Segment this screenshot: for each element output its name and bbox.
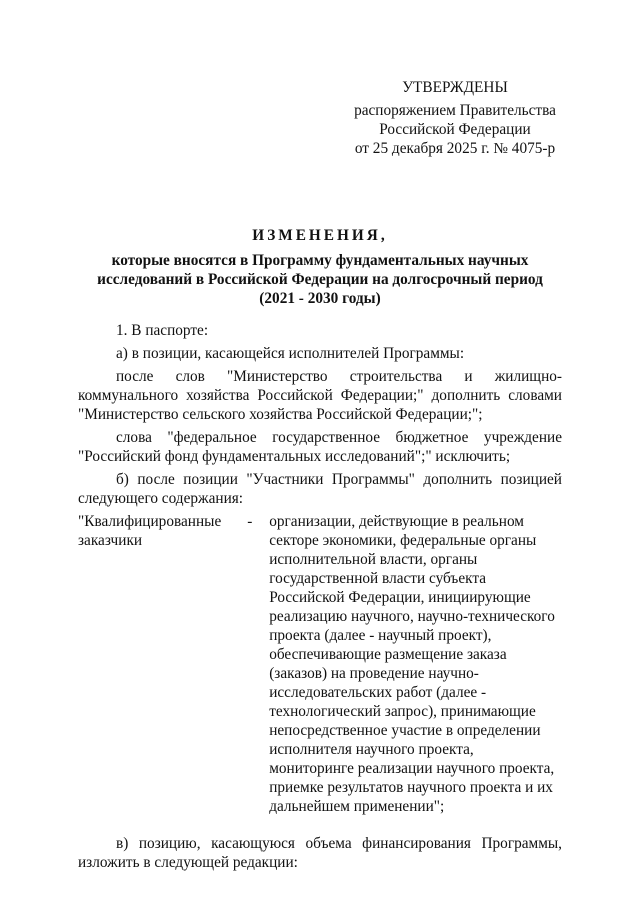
document-subtitle-line-3: (2021 - 2030 годы) <box>259 290 381 307</box>
document-heading <box>78 226 562 308</box>
item-c: в) позицию, касающуюся объема финансирования Программы, изложить в следующей редакции: <box>78 835 562 871</box>
document-title: ИЗМЕНЕНИЯ, <box>252 227 388 244</box>
approval-line-1: распоряжением Правительства <box>354 102 556 119</box>
document-body <box>78 321 562 872</box>
position-description: организации, действующие в реальном секторе экономики, федеральные органы исполнительной власти, органы государственной власти субъекта Российской Федерации, инициирующие реализацию научного, научно-технического проекта (далее - научный проект), обеспечивающие размещение заказа (заказов) на проведение научно-исследовательских работ (далее - технологический запрос), принимающие непосредственное участие в определении исполнителя научного проекта, мониторинге реализации научного проекта, приемке результатов научного проекта и их дальнейшем применении"; <box>269 513 555 815</box>
item-b: б) после позиции "Участники Программы" дополнить позицией следующего содержания: <box>78 471 562 507</box>
paragraph-ministry: после слов "Министерство строительства и жилищно-коммунального хозяйства Российской Федерации;" дополнить словами "Министерство сельского хозяйства Российской Федерации;"; <box>78 368 562 423</box>
item-1: 1. В паспорте: <box>116 322 209 339</box>
position-block <box>78 512 562 816</box>
position-dash: - <box>247 513 253 530</box>
approval-stamp <box>350 78 560 158</box>
document-subtitle-line-1: которые вносятся в Программу фундаментальных научных <box>111 252 529 269</box>
approval-line-2: Российской Федерации <box>379 121 531 138</box>
position-name: "Квалифицированные заказчики <box>78 513 222 549</box>
document-subtitle-line-2: исследований в Российской Федерации на долгосрочный период <box>97 271 543 288</box>
paragraph-rffi: слова "федеральное государственное бюджетное учреждение "Российский фонд фундаментальных исследований";" исключить; <box>78 429 562 465</box>
approval-line-3: от 25 декабря 2025 г. № 4075-р <box>354 140 556 157</box>
approval-title: УТВЕРЖДЕНЫ <box>402 79 508 96</box>
item-a: а) в позиции, касающейся исполнителей Программы: <box>116 345 465 362</box>
